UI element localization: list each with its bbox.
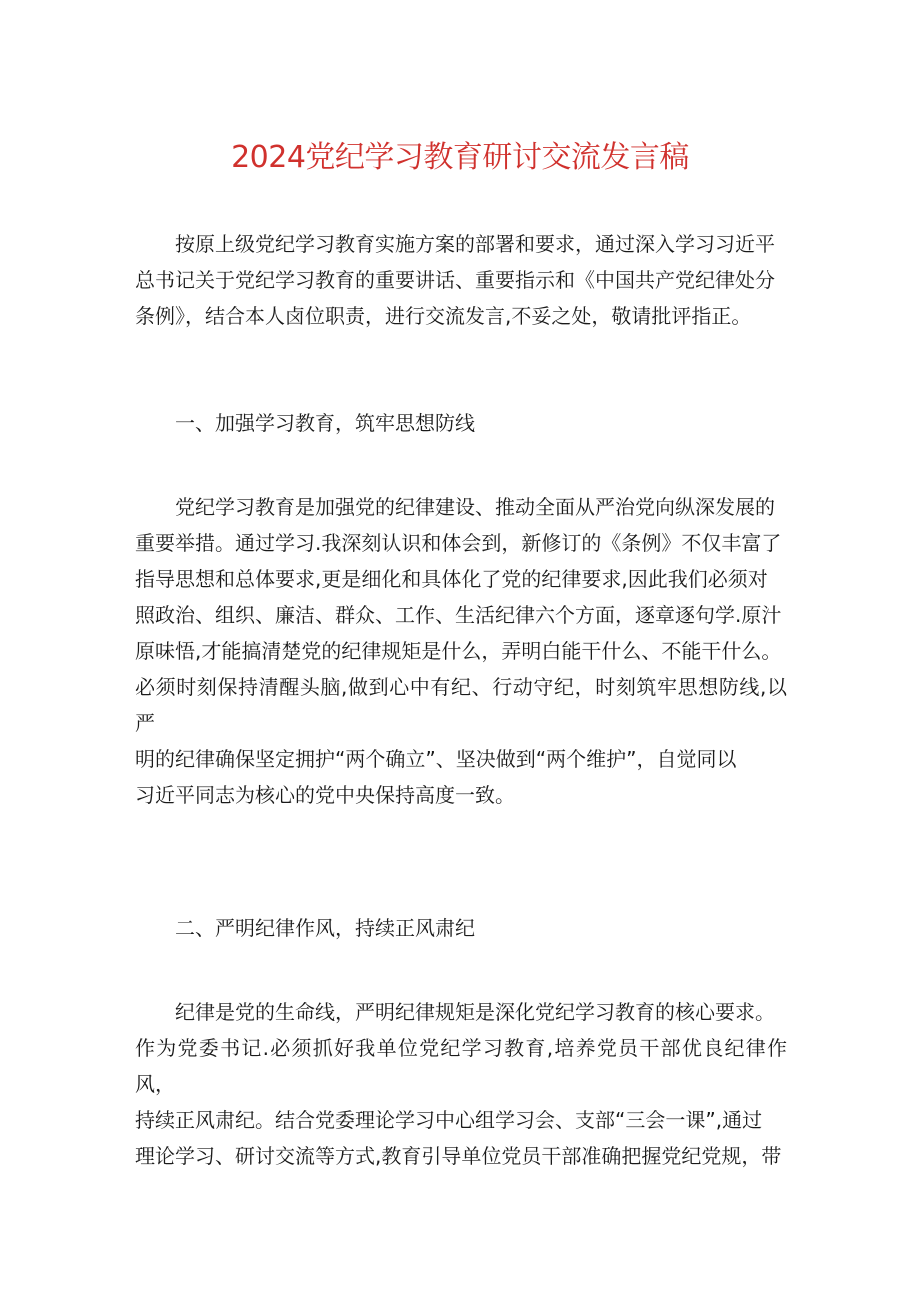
section-1-paragraph: 党纪学习教育是加强党的纪律建设、推动全面从严治党向纵深发展的 重要举措。通过学习.我深刻认识和体会到，新修订的《条例》不仅丰富了 指导思想和总体要求,更是细化和具体化了党的纪律要求,因此我们必须对 照政治、组织、廉洁、群众、工作、生活纪律六个方面，逐章逐句学.原汁 原味悟,才能搞清楚党的纪律规矩是什么，弄明白能干什么、不能干什么。 必须时刻保持清醒头脑,做到心中有纪、行动守纪，时刻筑牢思想防线,以严 明的纪律确保坚定拥护“两个确立”、坚决做到“两个维护”，自觉同以 习近平同志为核心的党中央保持高度一致。 (135, 495, 787, 807)
intro-paragraph: 按原上级党纪学习教育实施方案的部署和要求，通过深入学习习近平 总书记关于党纪学习教育的重要讲话、重要指示和《中国共产党纪律处分 条例》，结合本人卤位职责，进行交流发言,不妥之处，敬请批评指正。 (135, 232, 775, 328)
section-1-heading: 一、加强学习教育，筑牢思想防线 (175, 411, 475, 435)
document-title: 2024党纪学习教育研讨交流发言稿 (231, 140, 689, 175)
section-2-heading: 二、严明纪律作风，持续正风肃纪 (175, 916, 475, 940)
section-2-paragraph: 纪律是党的生命线，严明纪律规矩是深化党纪学习教育的核心要求。 作为党委书记.必须抓好我单位党纪学习教育,培养党员干部优良纪律作风， 持续正风肃纪。结合党委理论学习中心组学习会、支部“三会一课”,通过 理论学习、研讨交流等方式,教育引导单位党员干部准确把握党纪党规，带 (135, 1000, 787, 1168)
